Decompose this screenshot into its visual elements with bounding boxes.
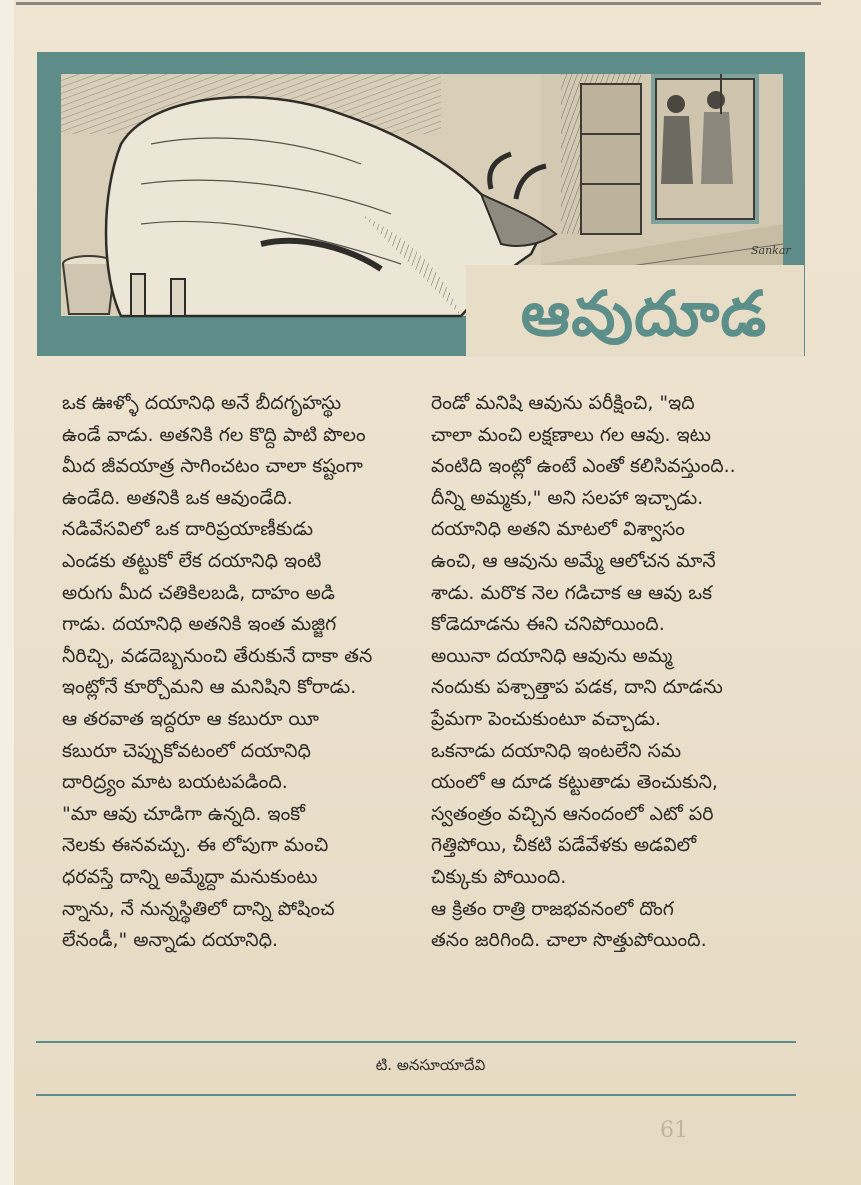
artist-signature: Sankar [751, 244, 791, 257]
text-line: గాడు. దయానిధి అతనికి ఇంత మజ్జిగ [62, 613, 337, 636]
paragraph [431, 736, 803, 894]
paragraph [431, 641, 803, 736]
text-line: ఉంచి, ఆ ఆవును అమ్మే ఆలోచన మానే [431, 549, 716, 572]
top-border-line [16, 2, 821, 5]
text-line: ఉండేది. అతనికి ఒక ఆవుండేది. [62, 486, 293, 509]
text-line: కబురూ చెప్పుకోవటంలో దయానిధి [62, 739, 311, 762]
text-line: నెలకు ఈనవచ్చు. ఈ లోపుగా మంచి [62, 834, 329, 857]
text-line: ఒకనాడు దయానిధి ఇంటలేని సమ [431, 739, 682, 762]
text-line: యంలో ఆ దూడ కట్టుతాడు తెంచుకుని, [431, 771, 718, 794]
text-line: చాలా మంచి లక్షణాలు గల ఆవు. ఇటు [431, 423, 711, 446]
text-line: రెండో మనిషి ఆవును పరీక్షించి, "ఇది [431, 392, 695, 414]
text-line: శాడు. మరొక నెల గడిచాక ఆ ఆవు ఒక [431, 581, 713, 604]
text-line: ప్రేమగా పెంచుకుంటూ వచ్చాడు. [431, 707, 662, 730]
text-line: నీరిచ్చి, వడదెబ్బనుంచి తేరుకునే దాకా తన [62, 644, 373, 667]
text-line: లేనండీ," అన్నాడు దయానిధి. [62, 929, 279, 952]
text-line: దారిద్ర్యం మాట బయటపడింది. [62, 771, 288, 794]
author-name: టి. అనసూయాదేవి [375, 1056, 486, 1074]
text-line: "మా ఆవు చూడిగా ఉన్నది. ఇంకో [62, 802, 305, 825]
paragraph [431, 388, 803, 514]
text-line: చిక్కుకు పోయింది. [431, 865, 567, 888]
text-line: మీద జీవయాత్ర సాగించటం చాలా కష్టంగా [62, 455, 363, 478]
left-text-column [62, 388, 434, 957]
paragraph [62, 799, 434, 957]
author-rule-top [36, 1041, 796, 1043]
page-left-edge [0, 0, 14, 1185]
paragraph [62, 704, 434, 799]
text-line: గెత్తిపోయి, చీకటి పడేవేళకు అడవిలో [431, 834, 697, 857]
story-title: ఆవుదూడ [520, 277, 768, 350]
text-line: ఎండకు తట్టుకో లేక దయానిధి ఇంటి [62, 549, 322, 572]
text-line: ఇంట్లోనే కూర్చోమని ఆ మనిషిని కోరాడు. [62, 676, 357, 699]
text-line: స్వతంత్రం వచ్చిన ఆనందంలో ఎటో పరి [431, 802, 714, 825]
paragraph [431, 894, 803, 957]
text-line: నందుకు పశ్చాత్తాప పడక, దాని దూడను [431, 676, 723, 699]
text-line: ఆ క్రితం రాత్రి రాజభవనంలో దొంగ [431, 897, 674, 920]
text-line: ఒక ఊళ్ళో దయానిధి అనే బీదగృహస్థు [62, 392, 342, 414]
paragraph [62, 514, 434, 704]
text-line: వంటిది ఇంట్లో ఉంటే ఎంతో కలిసివస్తుంది.. [431, 455, 736, 478]
text-line: నడివేసవిలో ఒక దారిప్రయాణీకుడు [62, 518, 314, 541]
text-line: ఆ తరవాత ఇద్దరూ ఆ కబురూ యీ [62, 707, 319, 730]
right-text-column [431, 388, 803, 957]
text-line: ధరవస్తే దాన్ని అమ్మేద్దా మనుకుంటు [62, 865, 318, 888]
paragraph [431, 514, 803, 640]
text-line: కోడెదూడను ఈని చనిపోయింది. [431, 613, 665, 636]
text-line: దీన్ని అమ్మకు," అని సలహా ఇచ్చాడు. [431, 486, 704, 509]
text-line: దయానిధి అతని మాటలో విశ్వాసం [431, 518, 685, 541]
page-number: 61 [660, 1118, 688, 1143]
text-line: అయినా దయానిధి ఆవును అమ్మ [431, 644, 673, 667]
text-line: తనం జరిగింది. చాలా సొత్తుపోయింది. [431, 929, 707, 952]
text-line: ఉండే వాడు. అతనికి గల కొద్ది పాటి పొలం [62, 423, 366, 446]
author-rule-bottom [36, 1094, 796, 1096]
text-line: అరుగు మీద చతికిలబడి, దాహం అడి [62, 581, 335, 604]
paragraph [62, 388, 434, 514]
text-line: న్నాను, నే నున్నస్థితిలో దాన్ని పోషించ [62, 897, 335, 920]
